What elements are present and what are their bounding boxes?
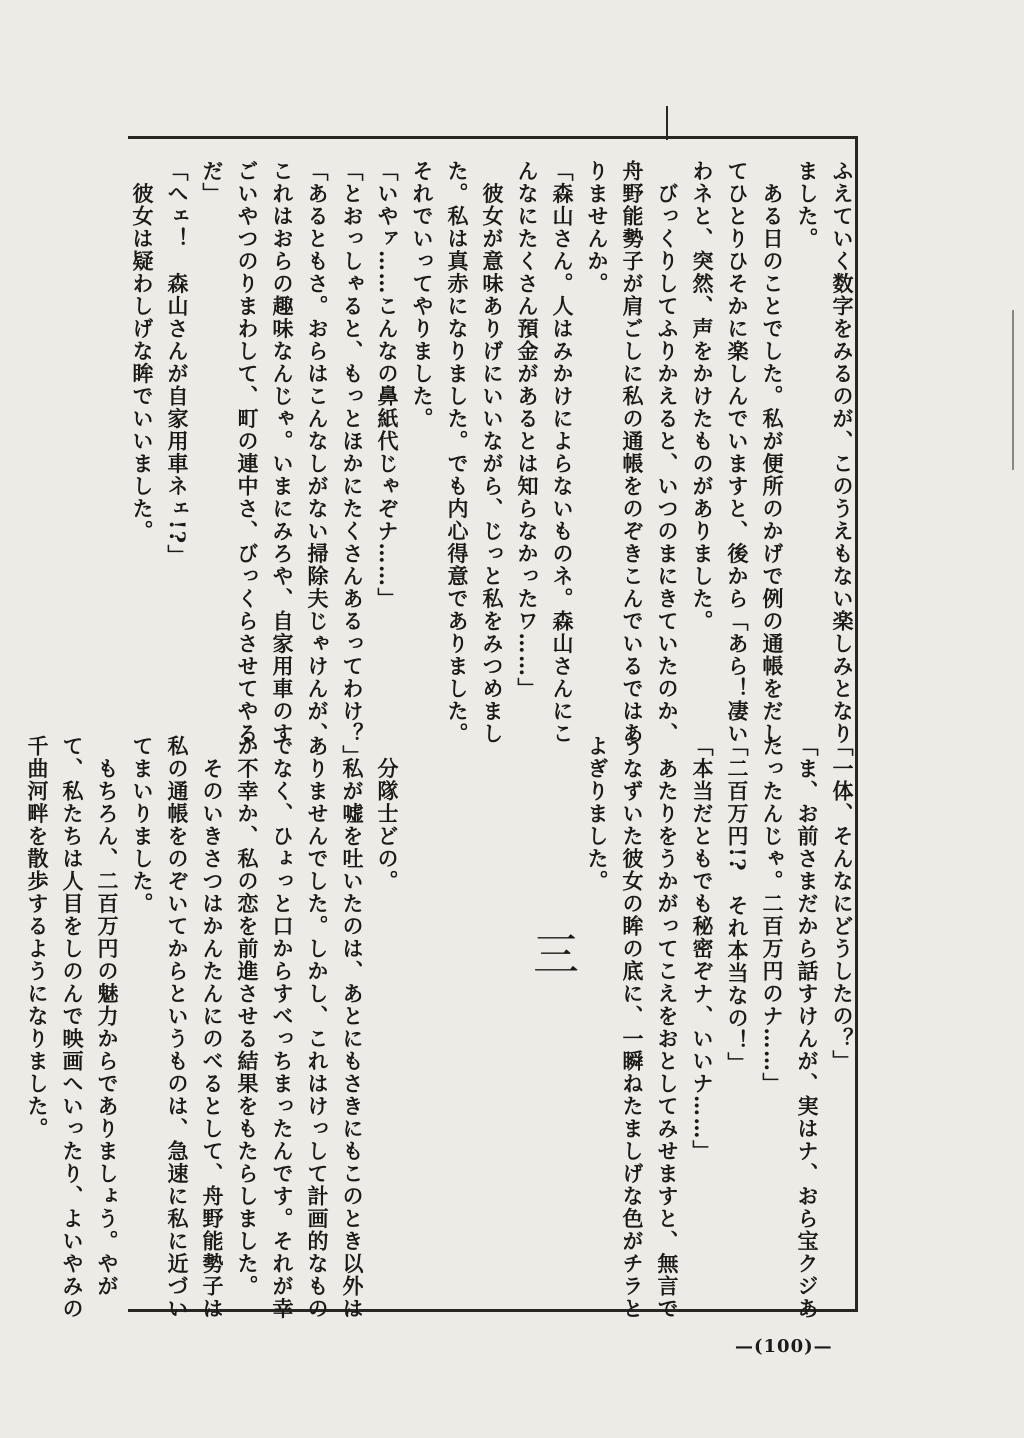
top-divider-tick bbox=[666, 106, 668, 140]
page-edge-mark bbox=[1012, 310, 1014, 470]
lower-text-block: 「一体、そんなにどうしたの？」 「ま、お前さまだから話すけんが、実はナ、おら宝クジあ たったんじゃ。二百万円のナ……」 「二百万円!? それ本当なの！」 「本当だともでも秘密ぞナ、いいナ……」 あたりをうかがってこえをおとしてみせますと、無言で うなずいた彼女の眸の底に、一瞬ねたましげな色がチラと よぎりました。 分隊士どの。 私が嘘を吐いたのは、あとにもさきにもこのとき以外は ありませんでした。しかし、これはけっして計画的なもの でなく、ひょっと口からすべっちまったんです。それが幸 か不幸か、私の恋を前進させる結果をもたらしました。 そのいきさつはかんたんにのべるとして、舟野能勢子は 私の通帳をのぞいてからというものは、急速に私に近づい てまいりました。 もちろん、二百万円の魅力からでありましょう。やが て、私たちは人目をしのんで映画へいったり、よいやみの 千曲河畔を散歩するようになりました。 bbox=[25, 735, 855, 1320]
section-numeral: 三 bbox=[526, 930, 580, 976]
upper-text-block: ふえていく数字をみるのが、このうえもない楽しみとなり ました。 ある日のことでした。私が便所のかげで例の通帳をだし てひとりひそかに楽しんでいますと、後から「あら！凄い わネと、突然、声をかけたものがありました。 びっくりしてふりかえると、いつのまにきていたのか、 舟野能勢子が肩ごしに私の通帳をのぞきこんでいるではあ りませんか。 「森山さん。人はみかけによらないものネ。森山さんにこ んなにたくさん預金があるとは知らなかったワ……」 彼女が意味ありげにいいながら、じっと私をみつめまし た。私は真赤になりました。でも内心得意でありました。 それでいってやりました。 「いやァ……こんなの鼻紙代じゃぞナ……」 「とおっしゃると、もっとほかにたくさんあるってわけ？」 「あるともさ。おらはこんなしがない掃除夫じゃけんが、 これはおらの趣味なんじゃ。いまにみろや、自家用車のす ごいやつのりまわして、町の連中さ、びっくらさせてやる だ」 「へェ！ 森山さんが自家用車ネェ!?」 彼女は疑わしげな眸でいいました。 bbox=[130, 160, 855, 768]
page-number: —(100)— bbox=[735, 1336, 833, 1357]
